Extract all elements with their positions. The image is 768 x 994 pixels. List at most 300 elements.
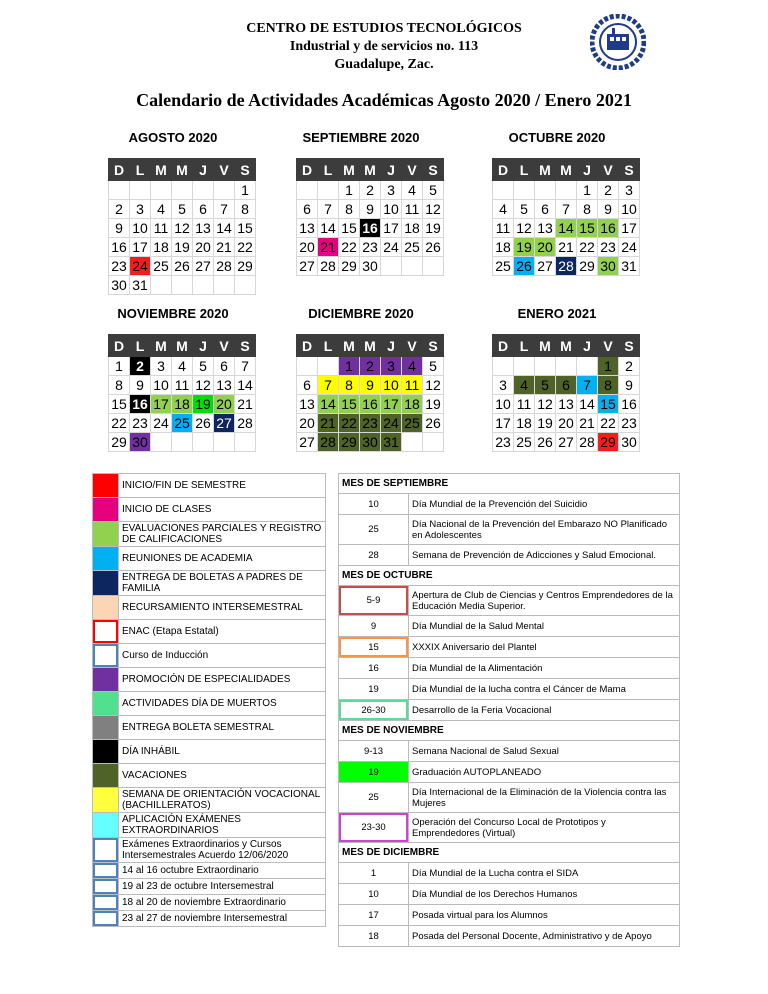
day-cell: 23 bbox=[360, 238, 381, 257]
event-description: Posada virtual para los Alumnos bbox=[409, 905, 680, 926]
header-line-3: Guadalupe, Zac. bbox=[334, 57, 434, 72]
day-cell: 4 bbox=[493, 200, 514, 219]
legend-swatch bbox=[93, 668, 119, 692]
day-cell: 27 bbox=[297, 433, 318, 452]
day-cell: 1 bbox=[109, 357, 130, 376]
day-cell: 2 bbox=[619, 357, 640, 376]
day-cell: 4 bbox=[172, 357, 193, 376]
day-cell: 23 bbox=[598, 238, 619, 257]
day-cell: 19 bbox=[535, 414, 556, 433]
day-cell: 31 bbox=[381, 433, 402, 452]
event-section-title: MES DE OCTUBRE bbox=[339, 566, 680, 586]
weekday-header: J bbox=[193, 335, 214, 357]
day-cell: 20 bbox=[214, 395, 235, 414]
day-cell: 8 bbox=[598, 376, 619, 395]
day-cell: 4 bbox=[151, 200, 172, 219]
day-cell: 22 bbox=[339, 238, 360, 257]
month-title: DICIEMBRE 2020 bbox=[308, 306, 414, 321]
legend-swatch bbox=[93, 716, 119, 740]
event-description: Día Mundial de la Lucha contra el SIDA bbox=[409, 863, 680, 884]
weekday-header: M bbox=[360, 335, 381, 357]
day-cell: 9 bbox=[360, 200, 381, 219]
day-cell: 25 bbox=[514, 433, 535, 452]
day-cell: 9 bbox=[109, 219, 130, 238]
day-cell: 12 bbox=[193, 376, 214, 395]
day-cell: 5 bbox=[423, 181, 444, 200]
weekday-header: S bbox=[619, 159, 640, 181]
legend-label: 23 al 27 de noviembre Intersemestral bbox=[119, 911, 326, 927]
day-cell: 23 bbox=[619, 414, 640, 433]
day-cell: 23 bbox=[109, 257, 130, 276]
month-title: NOVIEMBRE 2020 bbox=[117, 306, 229, 321]
day-cell: 6 bbox=[297, 200, 318, 219]
event-date: 9-13 bbox=[339, 741, 409, 762]
legend-swatch bbox=[93, 547, 119, 571]
weekday-header: M bbox=[151, 159, 172, 181]
event-date: 25 bbox=[339, 783, 409, 813]
day-cell bbox=[214, 181, 235, 200]
day-cell: 30 bbox=[130, 433, 151, 452]
legend-swatch bbox=[93, 571, 119, 596]
day-cell: 20 bbox=[297, 238, 318, 257]
day-cell: 3 bbox=[619, 181, 640, 200]
event-description: Graduación AUTOPLANEADO bbox=[409, 762, 680, 783]
weekday-header: S bbox=[235, 159, 256, 181]
day-cell: 2 bbox=[360, 357, 381, 376]
day-cell: 27 bbox=[297, 257, 318, 276]
day-cell bbox=[514, 357, 535, 376]
event-description: Día Mundial de la Salud Mental bbox=[409, 616, 680, 637]
event-date: 26-30 bbox=[339, 700, 409, 721]
event-description: Posada del Personal Docente, Administrativo y de Apoyo bbox=[409, 926, 680, 947]
event-description: Semana Nacional de Salud Sexual bbox=[409, 741, 680, 762]
day-cell bbox=[151, 181, 172, 200]
day-cell: 21 bbox=[214, 238, 235, 257]
day-cell: 25 bbox=[493, 257, 514, 276]
day-cell: 9 bbox=[598, 200, 619, 219]
weekday-header: J bbox=[381, 335, 402, 357]
event-date: 18 bbox=[339, 926, 409, 947]
day-cell: 6 bbox=[556, 376, 577, 395]
day-cell: 29 bbox=[339, 433, 360, 452]
day-cell bbox=[130, 181, 151, 200]
day-cell: 10 bbox=[619, 200, 640, 219]
day-cell: 26 bbox=[423, 238, 444, 257]
day-cell bbox=[493, 357, 514, 376]
legend-swatch bbox=[93, 596, 119, 620]
event-date: 28 bbox=[339, 545, 409, 566]
day-cell bbox=[514, 181, 535, 200]
day-cell: 18 bbox=[493, 238, 514, 257]
day-cell: 14 bbox=[214, 219, 235, 238]
month-title: OCTUBRE 2020 bbox=[508, 130, 606, 145]
weekday-header: D bbox=[493, 159, 514, 181]
day-cell: 13 bbox=[297, 395, 318, 414]
month-calendar bbox=[296, 334, 444, 452]
day-cell: 30 bbox=[619, 433, 640, 452]
legend-swatch bbox=[93, 911, 119, 927]
weekday-header: V bbox=[214, 335, 235, 357]
day-cell: 5 bbox=[535, 376, 556, 395]
event-description: Día Internacional de la Eliminación de la Violencia contra las Mujeres bbox=[409, 783, 680, 813]
event-date: 19 bbox=[339, 762, 409, 783]
event-date: 19 bbox=[339, 679, 409, 700]
day-cell: 15 bbox=[598, 395, 619, 414]
day-cell: 22 bbox=[235, 238, 256, 257]
event-description: Apertura de Club de Ciencias y Centros Emprendedores de la Educación Media Superior. bbox=[409, 586, 680, 616]
day-cell: 6 bbox=[214, 357, 235, 376]
event-description: Día Mundial de la Alimentación bbox=[409, 658, 680, 679]
day-cell: 23 bbox=[493, 433, 514, 452]
day-cell: 23 bbox=[360, 414, 381, 433]
day-cell: 11 bbox=[493, 219, 514, 238]
weekday-header: D bbox=[297, 335, 318, 357]
event-date: 9 bbox=[339, 616, 409, 637]
event-description: Desarrollo de la Feria Vocacional bbox=[409, 700, 680, 721]
day-cell: 12 bbox=[535, 395, 556, 414]
event-date: 15 bbox=[339, 637, 409, 658]
day-cell bbox=[535, 357, 556, 376]
weekday-header: V bbox=[598, 335, 619, 357]
weekday-header: M bbox=[535, 159, 556, 181]
weekday-header: M bbox=[172, 335, 193, 357]
day-cell: 11 bbox=[402, 376, 423, 395]
day-cell: 7 bbox=[556, 200, 577, 219]
event-section-title: MES DE NOVIEMBRE bbox=[339, 721, 680, 741]
day-cell: 26 bbox=[535, 433, 556, 452]
day-cell: 29 bbox=[577, 257, 598, 276]
day-cell: 18 bbox=[402, 219, 423, 238]
event-date: 5-9 bbox=[339, 586, 409, 616]
month-calendar bbox=[108, 158, 256, 295]
event-description: XXXIX Aniversario del Plantel bbox=[409, 637, 680, 658]
day-cell bbox=[402, 257, 423, 276]
legend-swatch bbox=[93, 838, 119, 863]
weekday-header: M bbox=[151, 335, 172, 357]
legend-table bbox=[92, 473, 326, 927]
day-cell: 16 bbox=[360, 395, 381, 414]
event-description: Día Nacional de la Prevención del Embarazo NO Planificado en Adolescentes bbox=[409, 515, 680, 545]
day-cell: 2 bbox=[109, 200, 130, 219]
day-cell: 31 bbox=[130, 276, 151, 295]
event-date: 17 bbox=[339, 905, 409, 926]
day-cell: 21 bbox=[235, 395, 256, 414]
day-cell: 25 bbox=[151, 257, 172, 276]
weekday-header: V bbox=[402, 159, 423, 181]
legend-swatch bbox=[93, 764, 119, 788]
day-cell: 1 bbox=[235, 181, 256, 200]
day-cell: 5 bbox=[172, 200, 193, 219]
day-cell: 19 bbox=[423, 395, 444, 414]
legend-label: REUNIONES DE ACADEMIA bbox=[119, 547, 326, 571]
day-cell: 26 bbox=[193, 414, 214, 433]
day-cell: 26 bbox=[423, 414, 444, 433]
day-cell: 6 bbox=[193, 200, 214, 219]
day-cell: 1 bbox=[339, 357, 360, 376]
day-cell: 28 bbox=[318, 257, 339, 276]
day-cell: 2 bbox=[360, 181, 381, 200]
day-cell bbox=[402, 433, 423, 452]
legend-label: VACACIONES bbox=[119, 764, 326, 788]
day-cell: 10 bbox=[130, 219, 151, 238]
day-cell bbox=[556, 181, 577, 200]
day-cell: 8 bbox=[109, 376, 130, 395]
day-cell: 17 bbox=[619, 219, 640, 238]
day-cell: 16 bbox=[619, 395, 640, 414]
day-cell: 3 bbox=[381, 357, 402, 376]
weekday-header: M bbox=[535, 335, 556, 357]
day-cell bbox=[423, 433, 444, 452]
day-cell: 19 bbox=[172, 238, 193, 257]
day-cell: 24 bbox=[151, 414, 172, 433]
day-cell: 29 bbox=[598, 433, 619, 452]
month-calendar bbox=[296, 158, 444, 276]
day-cell: 14 bbox=[318, 219, 339, 238]
day-cell: 26 bbox=[514, 257, 535, 276]
day-cell: 29 bbox=[235, 257, 256, 276]
day-cell: 3 bbox=[130, 200, 151, 219]
day-cell: 10 bbox=[381, 376, 402, 395]
day-cell: 6 bbox=[297, 376, 318, 395]
header-line-1: CENTRO DE ESTUDIOS TECNOLÓGICOS bbox=[246, 21, 522, 36]
legend-label: INICIO DE CLASES bbox=[119, 498, 326, 522]
day-cell: 13 bbox=[214, 376, 235, 395]
day-cell: 19 bbox=[514, 238, 535, 257]
legend-label: 18 al 20 de noviembre Extraordinario bbox=[119, 895, 326, 911]
page-title: Calendario de Actividades Académicas Agosto 2020 / Enero 2021 bbox=[136, 90, 632, 110]
weekday-header: V bbox=[214, 159, 235, 181]
day-cell bbox=[109, 181, 130, 200]
day-cell bbox=[556, 357, 577, 376]
month-calendar bbox=[492, 334, 640, 452]
day-cell: 6 bbox=[535, 200, 556, 219]
day-cell: 15 bbox=[109, 395, 130, 414]
day-cell: 27 bbox=[556, 433, 577, 452]
legend-label: ACTIVIDADES DÍA DE MUERTOS bbox=[119, 692, 326, 716]
day-cell: 14 bbox=[556, 219, 577, 238]
weekday-header: L bbox=[514, 159, 535, 181]
day-cell: 27 bbox=[535, 257, 556, 276]
day-cell: 24 bbox=[381, 238, 402, 257]
institution-header bbox=[0, 20, 768, 74]
legend-label: EVALUACIONES PARCIALES Y REGISTRO DE CALIFICACIONES bbox=[119, 522, 326, 547]
legend-swatch bbox=[93, 522, 119, 547]
weekday-header: L bbox=[318, 159, 339, 181]
legend-label: 14 al 16 octubre Extraordinario bbox=[119, 863, 326, 879]
day-cell: 28 bbox=[214, 257, 235, 276]
weekday-header: S bbox=[235, 335, 256, 357]
day-cell: 8 bbox=[339, 376, 360, 395]
weekday-header: M bbox=[172, 159, 193, 181]
day-cell: 28 bbox=[577, 433, 598, 452]
day-cell: 7 bbox=[318, 200, 339, 219]
day-cell: 12 bbox=[423, 200, 444, 219]
day-cell bbox=[214, 276, 235, 295]
month-title: SEPTIEMBRE 2020 bbox=[302, 130, 420, 145]
day-cell: 22 bbox=[109, 414, 130, 433]
event-date: 16 bbox=[339, 658, 409, 679]
day-cell: 7 bbox=[577, 376, 598, 395]
day-cell: 15 bbox=[339, 219, 360, 238]
weekday-header: L bbox=[130, 335, 151, 357]
weekday-header: S bbox=[619, 335, 640, 357]
legend-swatch bbox=[93, 863, 119, 879]
events-table bbox=[338, 473, 680, 947]
weekday-header: D bbox=[109, 335, 130, 357]
day-cell: 11 bbox=[151, 219, 172, 238]
event-date: 23-30 bbox=[339, 813, 409, 843]
day-cell: 2 bbox=[598, 181, 619, 200]
day-cell: 22 bbox=[598, 414, 619, 433]
day-cell bbox=[193, 181, 214, 200]
legend-label: APLICACIÓN EXÁMENES EXTRAORDINARIOS bbox=[119, 813, 326, 838]
day-cell: 18 bbox=[402, 395, 423, 414]
weekday-header: D bbox=[493, 335, 514, 357]
weekday-header: J bbox=[381, 159, 402, 181]
event-date: 1 bbox=[339, 863, 409, 884]
day-cell bbox=[493, 181, 514, 200]
day-cell: 25 bbox=[402, 238, 423, 257]
day-cell: 16 bbox=[598, 219, 619, 238]
day-cell: 28 bbox=[235, 414, 256, 433]
day-cell: 23 bbox=[130, 414, 151, 433]
day-cell: 1 bbox=[598, 357, 619, 376]
legend-label: Exámenes Extraordinarios y Cursos Intersemestrales Acuerdo 12/06/2020 bbox=[119, 838, 326, 863]
day-cell: 26 bbox=[172, 257, 193, 276]
day-cell bbox=[193, 276, 214, 295]
day-cell: 7 bbox=[235, 357, 256, 376]
weekday-header: V bbox=[402, 335, 423, 357]
day-cell: 9 bbox=[130, 376, 151, 395]
day-cell: 17 bbox=[493, 414, 514, 433]
legend-swatch bbox=[93, 879, 119, 895]
event-section-title: MES DE SEPTIEMBRE bbox=[339, 474, 680, 494]
day-cell bbox=[235, 276, 256, 295]
header-line-2: Industrial y de servicios no. 113 bbox=[289, 39, 479, 54]
day-cell: 14 bbox=[577, 395, 598, 414]
day-cell: 24 bbox=[130, 257, 151, 276]
day-cell: 3 bbox=[381, 181, 402, 200]
day-cell: 30 bbox=[360, 433, 381, 452]
legend-swatch bbox=[93, 692, 119, 716]
day-cell bbox=[318, 357, 339, 376]
day-cell: 10 bbox=[151, 376, 172, 395]
month-title: AGOSTO 2020 bbox=[128, 130, 218, 145]
legend-label: DÍA INHÁBIL bbox=[119, 740, 326, 764]
day-cell: 25 bbox=[172, 414, 193, 433]
day-cell: 4 bbox=[402, 357, 423, 376]
event-description: Día Mundial de la lucha contra el Cáncer de Mama bbox=[409, 679, 680, 700]
month-calendar bbox=[108, 334, 256, 452]
day-cell: 17 bbox=[130, 238, 151, 257]
legend-swatch bbox=[93, 474, 119, 498]
weekday-header: D bbox=[109, 159, 130, 181]
day-cell: 21 bbox=[577, 414, 598, 433]
day-cell: 22 bbox=[577, 238, 598, 257]
event-section-title: MES DE DICIEMBRE bbox=[339, 843, 680, 863]
day-cell: 5 bbox=[514, 200, 535, 219]
day-cell: 28 bbox=[556, 257, 577, 276]
day-cell: 11 bbox=[402, 200, 423, 219]
event-date: 10 bbox=[339, 494, 409, 515]
day-cell: 25 bbox=[402, 414, 423, 433]
legend-swatch bbox=[93, 813, 119, 838]
weekday-header: V bbox=[598, 159, 619, 181]
legend-label: PROMOCIÓN DE ESPECIALIDADES bbox=[119, 668, 326, 692]
day-cell bbox=[577, 357, 598, 376]
day-cell: 4 bbox=[402, 181, 423, 200]
day-cell: 1 bbox=[339, 181, 360, 200]
weekday-header: M bbox=[556, 159, 577, 181]
legend-label: 19 al 23 de octubre Intersemestral bbox=[119, 879, 326, 895]
event-description: Día Mundial de los Derechos Humanos bbox=[409, 884, 680, 905]
day-cell: 30 bbox=[598, 257, 619, 276]
day-cell: 21 bbox=[318, 414, 339, 433]
day-cell: 22 bbox=[339, 414, 360, 433]
day-cell: 15 bbox=[339, 395, 360, 414]
day-cell: 10 bbox=[381, 200, 402, 219]
day-cell: 7 bbox=[214, 200, 235, 219]
day-cell: 18 bbox=[172, 395, 193, 414]
legend-swatch bbox=[93, 740, 119, 764]
weekday-header: D bbox=[297, 159, 318, 181]
day-cell: 18 bbox=[151, 238, 172, 257]
day-cell: 13 bbox=[193, 219, 214, 238]
legend-swatch bbox=[93, 620, 119, 644]
day-cell: 2 bbox=[130, 357, 151, 376]
day-cell: 14 bbox=[318, 395, 339, 414]
weekday-header: J bbox=[577, 159, 598, 181]
legend-swatch bbox=[93, 498, 119, 522]
day-cell: 3 bbox=[151, 357, 172, 376]
day-cell: 30 bbox=[109, 276, 130, 295]
legend-swatch bbox=[93, 644, 119, 668]
day-cell: 20 bbox=[193, 238, 214, 257]
day-cell bbox=[151, 276, 172, 295]
day-cell bbox=[235, 433, 256, 452]
day-cell: 7 bbox=[318, 376, 339, 395]
weekday-header: M bbox=[556, 335, 577, 357]
weekday-header: S bbox=[423, 159, 444, 181]
day-cell: 1 bbox=[577, 181, 598, 200]
day-cell: 4 bbox=[514, 376, 535, 395]
day-cell: 30 bbox=[360, 257, 381, 276]
day-cell bbox=[297, 181, 318, 200]
event-description: Día Mundial de la Prevención del Suicidio bbox=[409, 494, 680, 515]
day-cell: 16 bbox=[360, 219, 381, 238]
day-cell: 24 bbox=[619, 238, 640, 257]
weekday-header: J bbox=[577, 335, 598, 357]
day-cell bbox=[151, 433, 172, 452]
day-cell: 16 bbox=[109, 238, 130, 257]
day-cell bbox=[172, 181, 193, 200]
day-cell: 9 bbox=[360, 376, 381, 395]
day-cell bbox=[381, 257, 402, 276]
day-cell: 20 bbox=[556, 414, 577, 433]
day-cell: 15 bbox=[235, 219, 256, 238]
weekday-header: L bbox=[130, 159, 151, 181]
day-cell: 28 bbox=[318, 433, 339, 452]
day-cell: 15 bbox=[577, 219, 598, 238]
day-cell: 31 bbox=[619, 257, 640, 276]
event-description: Semana de Prevención de Adicciones y Salud Emocional. bbox=[409, 545, 680, 566]
day-cell: 14 bbox=[235, 376, 256, 395]
day-cell: 29 bbox=[339, 257, 360, 276]
legend-label: ENTREGA BOLETA SEMESTRAL bbox=[119, 716, 326, 740]
legend-label: Curso de Inducción bbox=[119, 644, 326, 668]
day-cell: 19 bbox=[193, 395, 214, 414]
day-cell bbox=[535, 181, 556, 200]
